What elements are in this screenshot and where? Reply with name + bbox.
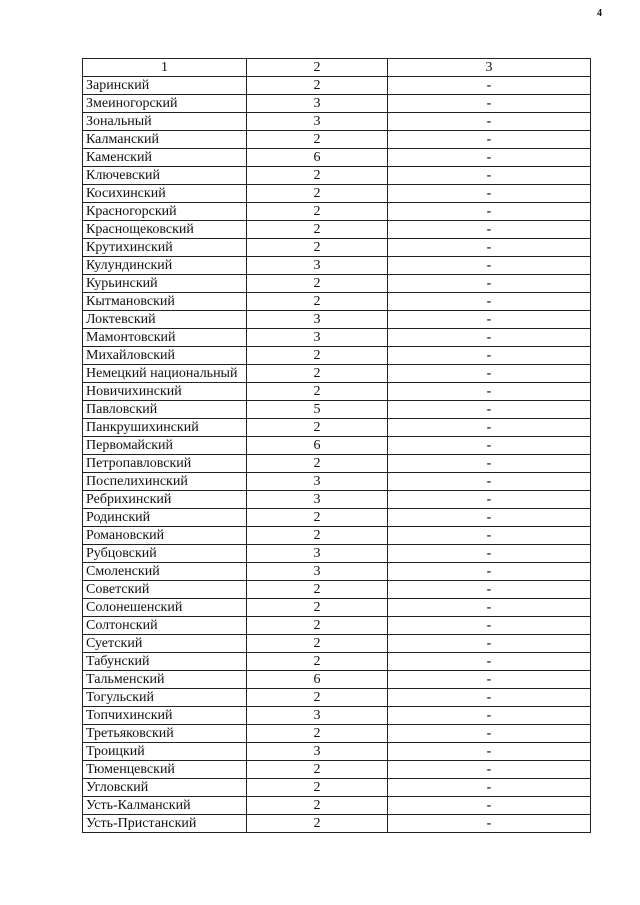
table-row [83,437,591,455]
district-name-cell: Красногорский [83,203,247,221]
value-cell: 2 [247,275,388,293]
dash-cell: - [388,581,591,599]
district-name-cell: Петропавловский [83,455,247,473]
district-table [82,58,591,833]
table-row [83,149,591,167]
table-row [83,599,591,617]
district-name-cell: Солтонский [83,617,247,635]
dash-cell: - [388,725,591,743]
table-row [83,545,591,563]
dash-cell: - [388,275,591,293]
district-name-cell: Калманский [83,131,247,149]
table-row [83,455,591,473]
value-cell: 3 [247,95,388,113]
district-name-cell: Мамонтовский [83,329,247,347]
table-row [83,707,591,725]
district-name-cell: Крутихинский [83,239,247,257]
district-name-cell: Смоленский [83,563,247,581]
value-cell: 2 [247,779,388,797]
table-row [83,581,591,599]
district-name-cell: Тальменский [83,671,247,689]
dash-cell: - [388,635,591,653]
district-name-cell: Зональный [83,113,247,131]
table-row [83,239,591,257]
table-row [83,131,591,149]
value-cell: 2 [247,725,388,743]
district-name-cell: Романовский [83,527,247,545]
dash-cell: - [388,617,591,635]
district-name-cell: Тюменцевский [83,761,247,779]
district-name-cell: Первомайский [83,437,247,455]
district-name-cell: Михайловский [83,347,247,365]
header-cell-2: 2 [247,59,388,77]
table-header-row [83,59,591,77]
dash-cell: - [388,455,591,473]
table-row [83,725,591,743]
dash-cell: - [388,653,591,671]
dash-cell: - [388,473,591,491]
value-cell: 3 [247,707,388,725]
district-name-cell: Родинский [83,509,247,527]
value-cell: 3 [247,257,388,275]
dash-cell: - [388,707,591,725]
value-cell: 3 [247,311,388,329]
district-name-cell: Курьинский [83,275,247,293]
dash-cell: - [388,419,591,437]
value-cell: 2 [247,167,388,185]
value-cell: 2 [247,581,388,599]
value-cell: 5 [247,401,388,419]
dash-cell: - [388,815,591,833]
table-row [83,671,591,689]
table-row [83,509,591,527]
district-name-cell: Тогульский [83,689,247,707]
dash-cell: - [388,563,591,581]
header-cell-1: 1 [83,59,247,77]
value-cell: 2 [247,365,388,383]
table-row [83,797,591,815]
table-row [83,563,591,581]
district-name-cell: Угловский [83,779,247,797]
dash-cell: - [388,491,591,509]
table-row [83,815,591,833]
district-name-cell: Каменский [83,149,247,167]
table-body [83,59,591,833]
district-name-cell: Ребрихинский [83,491,247,509]
dash-cell: - [388,437,591,455]
dash-cell: - [388,149,591,167]
district-name-cell: Кытмановский [83,293,247,311]
value-cell: 2 [247,131,388,149]
dash-cell: - [388,131,591,149]
value-cell: 2 [247,761,388,779]
dash-cell: - [388,221,591,239]
table-row [83,419,591,437]
district-name-cell: Немецкий национальный [83,365,247,383]
district-name-cell: Советский [83,581,247,599]
table-row [83,473,591,491]
dash-cell: - [388,77,591,95]
dash-cell: - [388,797,591,815]
table-row [83,365,591,383]
table-row [83,113,591,131]
district-name-cell: Павловский [83,401,247,419]
value-cell: 3 [247,563,388,581]
table-row [83,383,591,401]
district-name-cell: Топчихинский [83,707,247,725]
value-cell: 2 [247,203,388,221]
district-name-cell: Троицкий [83,743,247,761]
district-name-cell: Табунский [83,653,247,671]
table-row [83,347,591,365]
value-cell: 6 [247,671,388,689]
district-name-cell: Краснощековский [83,221,247,239]
dash-cell: - [388,401,591,419]
district-name-cell: Панкрушихинский [83,419,247,437]
table-row [83,95,591,113]
dash-cell: - [388,311,591,329]
table-row [83,743,591,761]
header-cell-3: 3 [388,59,591,77]
table-row [83,401,591,419]
value-cell: 2 [247,635,388,653]
value-cell: 2 [247,185,388,203]
table-row [83,77,591,95]
table-row [83,527,591,545]
table-row [83,617,591,635]
dash-cell: - [388,527,591,545]
dash-cell: - [388,599,591,617]
dash-cell: - [388,743,591,761]
dash-cell: - [388,671,591,689]
dash-cell: - [388,365,591,383]
district-name-cell: Поспелихинский [83,473,247,491]
value-cell: 2 [247,455,388,473]
dash-cell: - [388,761,591,779]
district-name-cell: Усть-Калманский [83,797,247,815]
table-row [83,257,591,275]
table-row [83,491,591,509]
value-cell: 2 [247,599,388,617]
table-row [83,167,591,185]
district-name-cell: Локтевский [83,311,247,329]
dash-cell: - [388,203,591,221]
table-row [83,329,591,347]
value-cell: 2 [247,347,388,365]
value-cell: 2 [247,221,388,239]
district-name-cell: Кулундинский [83,257,247,275]
table-row [83,653,591,671]
value-cell: 6 [247,149,388,167]
dash-cell: - [388,257,591,275]
dash-cell: - [388,239,591,257]
district-name-cell: Змеиногорский [83,95,247,113]
table-row [83,635,591,653]
value-cell: 2 [247,239,388,257]
table-row [83,779,591,797]
dash-cell: - [388,779,591,797]
dash-cell: - [388,329,591,347]
value-cell: 2 [247,293,388,311]
value-cell: 2 [247,815,388,833]
dash-cell: - [388,185,591,203]
value-cell: 2 [247,653,388,671]
district-name-cell: Усть-Пристанский [83,815,247,833]
page-number: 4 [597,8,602,19]
table-row [83,185,591,203]
district-name-cell: Заринский [83,77,247,95]
value-cell: 2 [247,527,388,545]
district-name-cell: Рубцовский [83,545,247,563]
value-cell: 3 [247,491,388,509]
dash-cell: - [388,293,591,311]
dash-cell: - [388,113,591,131]
value-cell: 3 [247,113,388,131]
value-cell: 2 [247,419,388,437]
value-cell: 3 [247,473,388,491]
value-cell: 2 [247,383,388,401]
district-name-cell: Ключевский [83,167,247,185]
district-name-cell: Косихинский [83,185,247,203]
value-cell: 2 [247,617,388,635]
dash-cell: - [388,347,591,365]
table-row [83,761,591,779]
value-cell: 6 [247,437,388,455]
dash-cell: - [388,689,591,707]
dash-cell: - [388,509,591,527]
value-cell: 3 [247,743,388,761]
value-cell: 2 [247,797,388,815]
dash-cell: - [388,545,591,563]
table-row [83,293,591,311]
dash-cell: - [388,95,591,113]
value-cell: 3 [247,329,388,347]
value-cell: 2 [247,77,388,95]
table-row [83,221,591,239]
value-cell: 2 [247,689,388,707]
table-row [83,689,591,707]
district-name-cell: Солонешенский [83,599,247,617]
value-cell: 3 [247,545,388,563]
table-row [83,275,591,293]
dash-cell: - [388,383,591,401]
table-row [83,203,591,221]
district-name-cell: Новичихинский [83,383,247,401]
district-name-cell: Третьяковский [83,725,247,743]
district-name-cell: Суетский [83,635,247,653]
table-row [83,311,591,329]
value-cell: 2 [247,509,388,527]
dash-cell: - [388,167,591,185]
